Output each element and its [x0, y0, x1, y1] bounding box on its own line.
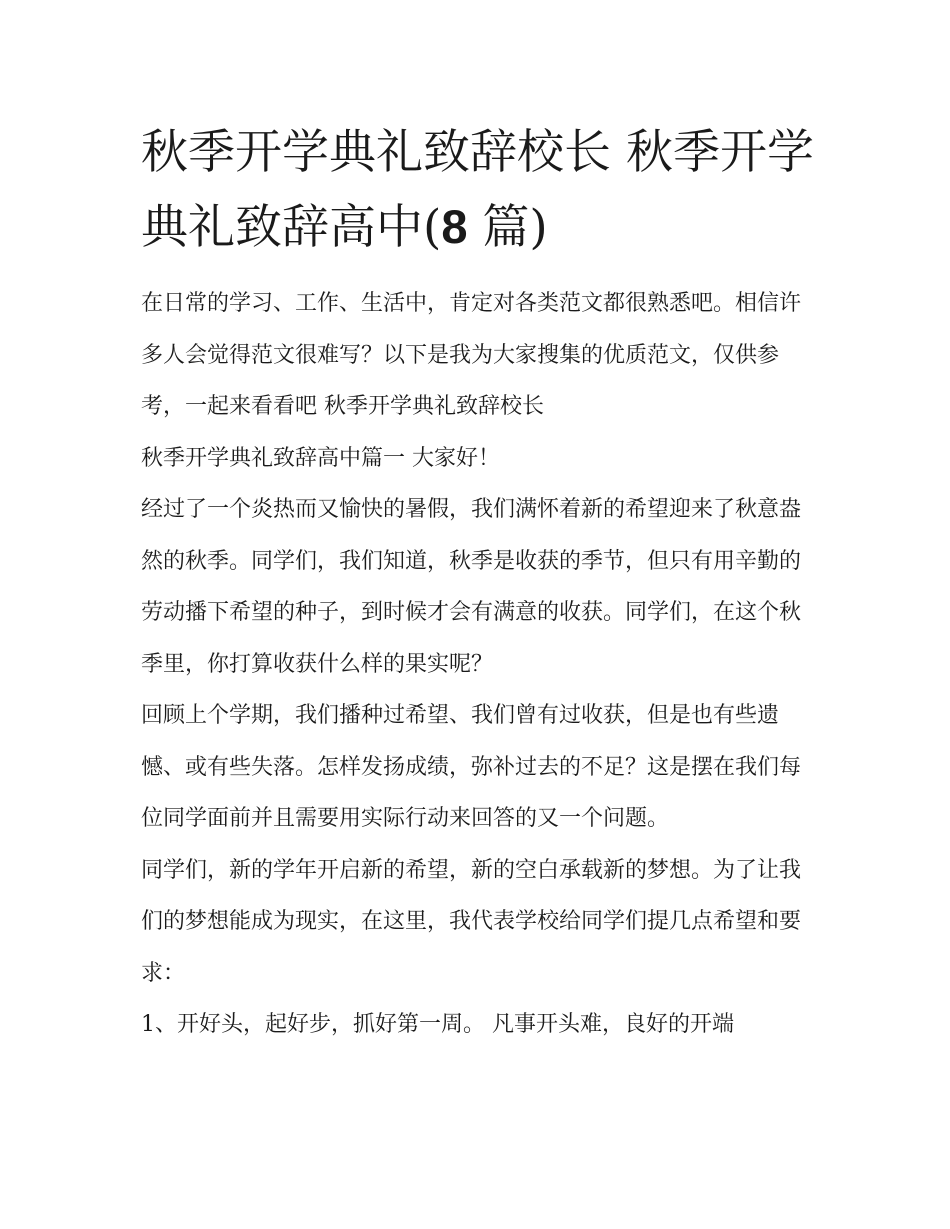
paragraph-intro: 在日常的学习、工作、生活中，肯定对各类范文都很熟悉吧。相信许多人会觉得范文很难写？以下是我为大家搜集的优质范文，仅供参考，一起来看看吧 秋季开学典礼致辞校长 — [141, 291, 802, 419]
document-body — [141, 278, 813, 1051]
title-text-part1: 秋季开学典礼致辞校长 秋季开学典礼致辞高中( — [141, 125, 814, 255]
document-title — [141, 116, 821, 265]
paragraph-summer: 经过了一个炎热而又愉快的暑假，我们满怀着新的希望迎来了秋意盎然的秋季。同学们，我们知道，秋季是收获的季节，但只有用辛勤的劳动播下希望的种子，到时候才会有满意的收获。同学们，在这个秋季里，你打算收获什么样的果实呢？ — [141, 497, 802, 677]
title-text-part2: 篇) — [467, 200, 548, 255]
paragraph-hopes: 同学们，新的学年开启新的希望，新的空白承载新的梦想。为了让我们的梦想能成为现实，在这里，我代表学校给同学们提几点希望和要求： — [141, 857, 802, 986]
paragraph-point-1: 1、开好头，起好步，抓好第一周。 凡事开头难，良好的开端 — [141, 1012, 734, 1037]
paragraph-greeting: 秋季开学典礼致辞高中篇一 大家好！ — [141, 445, 500, 471]
paragraph-review: 回顾上个学期，我们播种过希望、我们曾有过收获，但是也有些遗憾、或有些失落。怎样发扬成绩，弥补过去的不足？这是摆在我们每位同学面前并且需要用实际行动来回答的又一个问题。 — [141, 703, 802, 831]
title-number: 8 — [441, 200, 468, 253]
